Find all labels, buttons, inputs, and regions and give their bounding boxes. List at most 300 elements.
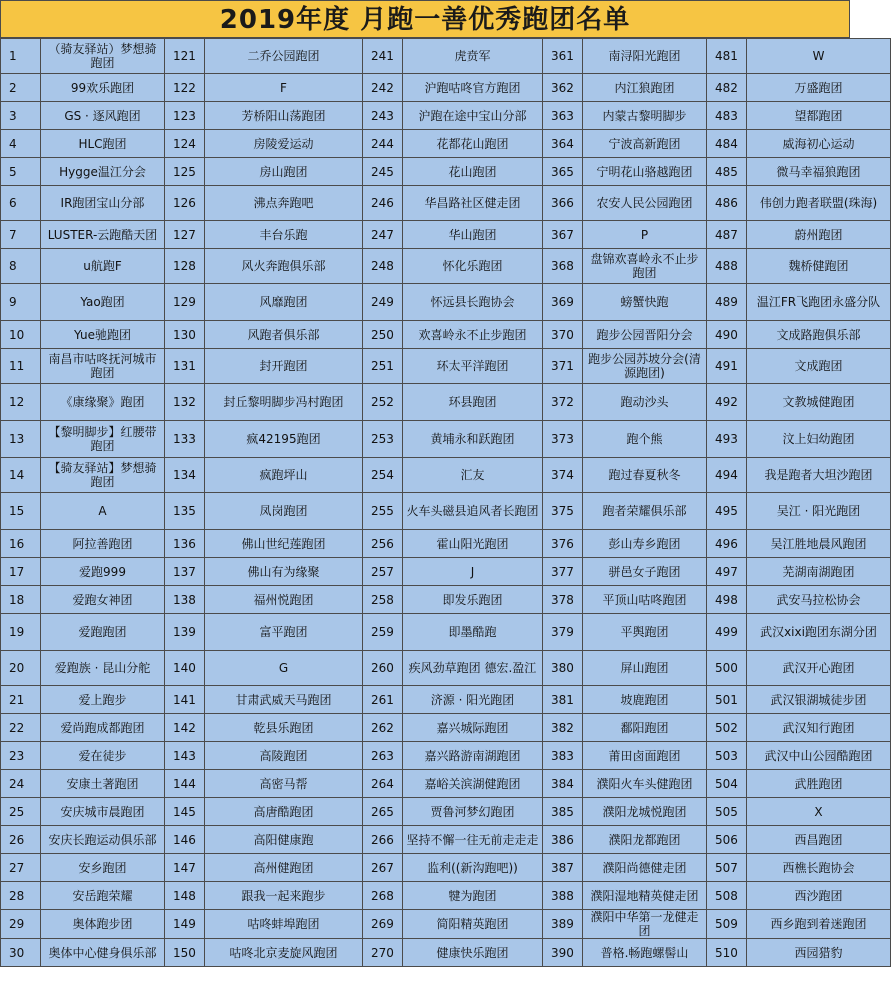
rank-number-cell: 492: [707, 384, 747, 421]
club-name-cell: 文教城健跑团: [747, 384, 891, 421]
club-name-cell: X: [747, 798, 891, 826]
club-name-cell: 富平跑团: [205, 614, 363, 651]
club-name-cell: 沪跑在途中宝山分部: [403, 102, 543, 130]
rank-number-cell: 241: [363, 39, 403, 74]
rank-number-cell: 486: [707, 186, 747, 221]
club-name-cell: 武汉开心跑团: [747, 651, 891, 686]
rank-number-cell: 3: [1, 102, 41, 130]
rank-number-cell: 126: [165, 186, 205, 221]
rank-number-cell: 133: [165, 421, 205, 458]
rank-number-cell: 137: [165, 558, 205, 586]
rank-number-cell: 366: [543, 186, 583, 221]
rank-number-cell: 376: [543, 530, 583, 558]
rank-number-cell: 255: [363, 493, 403, 530]
club-name-cell: 99欢乐跑团: [41, 74, 165, 102]
table-row: [1, 770, 891, 798]
rank-number-cell: 506: [707, 826, 747, 854]
club-name-cell: 彭山寿乡跑团: [583, 530, 707, 558]
club-name-cell: 沪跑咕咚官方跑团: [403, 74, 543, 102]
club-name-cell: 跑动沙头: [583, 384, 707, 421]
club-name-cell: 文成路跑俱乐部: [747, 321, 891, 349]
club-name-cell: 嘉兴路游南湖跑团: [403, 742, 543, 770]
club-name-cell: 高州健跑团: [205, 854, 363, 882]
rank-number-cell: 507: [707, 854, 747, 882]
club-name-cell: 爱跑女神团: [41, 586, 165, 614]
table-row: [1, 586, 891, 614]
rank-number-cell: 121: [165, 39, 205, 74]
club-name-cell: 西昌跑团: [747, 826, 891, 854]
club-name-cell: 霍山阳光跑团: [403, 530, 543, 558]
club-name-cell: 花都花山跑团: [403, 130, 543, 158]
rank-number-cell: 23: [1, 742, 41, 770]
club-name-cell: GS · 逐风跑团: [41, 102, 165, 130]
table-row: [1, 798, 891, 826]
club-name-cell: Yao跑团: [41, 284, 165, 321]
rank-number-cell: 259: [363, 614, 403, 651]
club-name-cell: 莆田卤面跑团: [583, 742, 707, 770]
club-name-cell: 【骑友驿站】梦想骑跑团: [41, 458, 165, 493]
rank-number-cell: 248: [363, 249, 403, 284]
club-name-cell: 佛山有为缘聚: [205, 558, 363, 586]
club-name-cell: 濮阳龙都跑团: [583, 826, 707, 854]
table-row: [1, 102, 891, 130]
table-row: [1, 530, 891, 558]
club-name-cell: 简阳精英跑团: [403, 910, 543, 939]
club-name-cell: 西园猎豹: [747, 939, 891, 967]
club-name-cell: Yue驰跑团: [41, 321, 165, 349]
club-name-cell: 咕咚北京麦旋风跑团: [205, 939, 363, 967]
rank-number-cell: 508: [707, 882, 747, 910]
club-name-cell: 西沙跑团: [747, 882, 891, 910]
rank-number-cell: 18: [1, 586, 41, 614]
club-name-cell: 咕咚蚌埠跑团: [205, 910, 363, 939]
club-name-cell: 封丘黎明脚步冯村跑团: [205, 384, 363, 421]
rank-number-cell: 247: [363, 221, 403, 249]
club-name-cell: 武汉银湖城徒步团: [747, 686, 891, 714]
club-name-cell: W: [747, 39, 891, 74]
rank-number-cell: 510: [707, 939, 747, 967]
table-row: [1, 130, 891, 158]
rank-number-cell: 505: [707, 798, 747, 826]
club-name-cell: 盘锦欢喜岭永不止步跑团: [583, 249, 707, 284]
rank-number-cell: 140: [165, 651, 205, 686]
club-name-cell: F: [205, 74, 363, 102]
rank-number-cell: 9: [1, 284, 41, 321]
rank-number-cell: 249: [363, 284, 403, 321]
club-name-cell: 监利((新沟跑吧)): [403, 854, 543, 882]
table-row: [1, 558, 891, 586]
table-row: [1, 686, 891, 714]
club-name-cell: 西樵长跑协会: [747, 854, 891, 882]
table-row: [1, 249, 891, 284]
rank-number-cell: 501: [707, 686, 747, 714]
club-name-cell: 疯跑坪山: [205, 458, 363, 493]
table-row: [1, 854, 891, 882]
rank-number-cell: 370: [543, 321, 583, 349]
club-name-cell: 普格.畅跑螺髻山: [583, 939, 707, 967]
rank-number-cell: 244: [363, 130, 403, 158]
club-name-cell: 沸点奔跑吧: [205, 186, 363, 221]
club-name-cell: 爱跑跑团: [41, 614, 165, 651]
club-name-cell: 文成跑团: [747, 349, 891, 384]
table-row: [1, 651, 891, 686]
table-row: [1, 910, 891, 939]
club-name-cell: 华山跑团: [403, 221, 543, 249]
club-name-cell: 跑步公园苏坡分会(清源跑团): [583, 349, 707, 384]
rank-number-cell: 385: [543, 798, 583, 826]
club-name-cell: 贾鲁河梦幻跑团: [403, 798, 543, 826]
rank-number-cell: 491: [707, 349, 747, 384]
club-name-cell: 南昌市咕咚抚河城市跑团: [41, 349, 165, 384]
rank-number-cell: 499: [707, 614, 747, 651]
rank-number-cell: 6: [1, 186, 41, 221]
club-name-cell: 安乡跑团: [41, 854, 165, 882]
rank-number-cell: 148: [165, 882, 205, 910]
rank-number-cell: 149: [165, 910, 205, 939]
rank-number-cell: 25: [1, 798, 41, 826]
rank-number-cell: 262: [363, 714, 403, 742]
rank-number-cell: 495: [707, 493, 747, 530]
rank-number-cell: 245: [363, 158, 403, 186]
club-name-cell: 微马幸福狼跑团: [747, 158, 891, 186]
table-row: [1, 349, 891, 384]
club-name-cell: 爱跑999: [41, 558, 165, 586]
rank-number-cell: 494: [707, 458, 747, 493]
rank-number-cell: 143: [165, 742, 205, 770]
club-name-cell: 螃蟹快跑: [583, 284, 707, 321]
rank-number-cell: 11: [1, 349, 41, 384]
club-name-cell: 温江FR飞跑团永盛分队: [747, 284, 891, 321]
club-name-cell: u航跑F: [41, 249, 165, 284]
club-name-cell: 房山跑团: [205, 158, 363, 186]
table-row: [1, 826, 891, 854]
club-name-cell: 安岳跑荣耀: [41, 882, 165, 910]
club-name-cell: 高陵跑团: [205, 742, 363, 770]
club-name-cell: 蔚州跑团: [747, 221, 891, 249]
rank-number-cell: 490: [707, 321, 747, 349]
rank-number-cell: 266: [363, 826, 403, 854]
club-name-cell: 济源 · 阳光跑团: [403, 686, 543, 714]
rank-number-cell: 27: [1, 854, 41, 882]
rank-number-cell: 260: [363, 651, 403, 686]
club-name-cell: 跑个熊: [583, 421, 707, 458]
rank-number-cell: 270: [363, 939, 403, 967]
rank-number-cell: 246: [363, 186, 403, 221]
club-name-cell: 安庆长跑运动俱乐部: [41, 826, 165, 854]
rank-number-cell: 361: [543, 39, 583, 74]
club-name-cell: 安康土著跑团: [41, 770, 165, 798]
club-name-cell: 丰台乐跑: [205, 221, 363, 249]
rank-number-cell: 136: [165, 530, 205, 558]
club-name-cell: 西乡跑到着迷跑团: [747, 910, 891, 939]
club-name-cell: 吴江 · 阳光跑团: [747, 493, 891, 530]
club-name-cell: 濮阳湿地精英健走团: [583, 882, 707, 910]
club-name-cell: 乾县乐跑团: [205, 714, 363, 742]
rank-number-cell: 509: [707, 910, 747, 939]
rank-number-cell: 502: [707, 714, 747, 742]
club-name-cell: 万盛跑团: [747, 74, 891, 102]
rank-number-cell: 150: [165, 939, 205, 967]
rank-number-cell: 380: [543, 651, 583, 686]
club-name-cell: 芜湖南湖跑团: [747, 558, 891, 586]
club-name-cell: 爱上跑步: [41, 686, 165, 714]
club-name-cell: 跑过春夏秋冬: [583, 458, 707, 493]
rank-number-cell: 483: [707, 102, 747, 130]
club-name-cell: LUSTER-云跑酷天团: [41, 221, 165, 249]
rank-number-cell: 8: [1, 249, 41, 284]
table-row: [1, 742, 891, 770]
rank-number-cell: 129: [165, 284, 205, 321]
table-row: [1, 714, 891, 742]
rank-number-cell: 251: [363, 349, 403, 384]
rank-number-cell: 127: [165, 221, 205, 249]
rank-number-cell: 374: [543, 458, 583, 493]
club-name-cell: 濮阳火车头健跑团: [583, 770, 707, 798]
club-name-cell: 欢喜岭永不止步跑团: [403, 321, 543, 349]
club-name-cell: 跟我一起来跑步: [205, 882, 363, 910]
club-name-cell: 即发乐跑团: [403, 586, 543, 614]
table-row: [1, 614, 891, 651]
club-name-cell: 奥体中心健身俱乐部: [41, 939, 165, 967]
rank-number-cell: 26: [1, 826, 41, 854]
club-name-cell: 嘉峪关滨湖健跑团: [403, 770, 543, 798]
club-name-cell: 高唐酷跑团: [205, 798, 363, 826]
table-row: [1, 939, 891, 967]
club-name-cell: HLC跑团: [41, 130, 165, 158]
club-name-cell: 环县跑团: [403, 384, 543, 421]
table-row: [1, 493, 891, 530]
table-row: [1, 421, 891, 458]
rank-number-cell: 267: [363, 854, 403, 882]
club-name-cell: 汇友: [403, 458, 543, 493]
club-name-cell: 威海初心运动: [747, 130, 891, 158]
club-name-cell: 爱在徒步: [41, 742, 165, 770]
club-table-body: [1, 39, 891, 967]
rank-number-cell: 387: [543, 854, 583, 882]
rank-number-cell: 252: [363, 384, 403, 421]
club-name-cell: 武汉xixi跑团东湖分团: [747, 614, 891, 651]
rank-number-cell: 261: [363, 686, 403, 714]
rank-number-cell: 484: [707, 130, 747, 158]
rank-number-cell: 146: [165, 826, 205, 854]
club-name-cell: 坚持不懈一往无前走走走: [403, 826, 543, 854]
rank-number-cell: 379: [543, 614, 583, 651]
club-name-cell: 凤岗跑团: [205, 493, 363, 530]
rank-number-cell: 7: [1, 221, 41, 249]
rank-number-cell: 132: [165, 384, 205, 421]
club-name-cell: 犍为跑团: [403, 882, 543, 910]
rank-number-cell: 377: [543, 558, 583, 586]
rank-number-cell: 371: [543, 349, 583, 384]
club-name-cell: 鄱阳跑团: [583, 714, 707, 742]
rank-number-cell: 125: [165, 158, 205, 186]
club-name-cell: 我是跑者大坦沙跑团: [747, 458, 891, 493]
table-row: [1, 882, 891, 910]
table-row: [1, 221, 891, 249]
club-name-cell: 安庆城市晨跑团: [41, 798, 165, 826]
rank-number-cell: 390: [543, 939, 583, 967]
club-name-cell: 高阳健康跑: [205, 826, 363, 854]
rank-number-cell: 250: [363, 321, 403, 349]
rank-number-cell: 504: [707, 770, 747, 798]
rank-number-cell: 141: [165, 686, 205, 714]
club-name-cell: 爱尚跑成都跑团: [41, 714, 165, 742]
rank-number-cell: 487: [707, 221, 747, 249]
club-name-cell: 南浔阳光跑团: [583, 39, 707, 74]
club-name-cell: 【黎明脚步】红腰带跑团: [41, 421, 165, 458]
club-name-cell: 武胜跑团: [747, 770, 891, 798]
table-row: [1, 186, 891, 221]
club-name-cell: 封开跑团: [205, 349, 363, 384]
club-name-cell: 甘肃武威天马跑团: [205, 686, 363, 714]
rank-number-cell: 139: [165, 614, 205, 651]
rank-number-cell: 383: [543, 742, 583, 770]
rank-number-cell: 122: [165, 74, 205, 102]
rank-number-cell: 5: [1, 158, 41, 186]
rank-number-cell: 21: [1, 686, 41, 714]
club-name-cell: 环太平洋跑团: [403, 349, 543, 384]
club-name-cell: 怀化乐跑团: [403, 249, 543, 284]
rank-number-cell: 362: [543, 74, 583, 102]
club-name-cell: 虎贲军: [403, 39, 543, 74]
rank-number-cell: 482: [707, 74, 747, 102]
rank-number-cell: 243: [363, 102, 403, 130]
rank-number-cell: 28: [1, 882, 41, 910]
club-name-cell: 武汉中山公园酷跑团: [747, 742, 891, 770]
rank-number-cell: 384: [543, 770, 583, 798]
club-name-cell: 濮阳龙城悦跑团: [583, 798, 707, 826]
club-name-cell: 火车头磁县追风者长跑团: [403, 493, 543, 530]
rank-number-cell: 363: [543, 102, 583, 130]
rank-number-cell: 128: [165, 249, 205, 284]
rank-number-cell: 489: [707, 284, 747, 321]
club-name-cell: 高密马帮: [205, 770, 363, 798]
club-name-cell: J: [403, 558, 543, 586]
club-name-cell: 福州悦跑团: [205, 586, 363, 614]
rank-number-cell: 124: [165, 130, 205, 158]
table-row: [1, 384, 891, 421]
rank-number-cell: 368: [543, 249, 583, 284]
rank-number-cell: 123: [165, 102, 205, 130]
club-name-cell: 花山跑团: [403, 158, 543, 186]
club-name-cell: 即墨酷跑: [403, 614, 543, 651]
rank-number-cell: 30: [1, 939, 41, 967]
club-name-cell: 嘉兴城际跑团: [403, 714, 543, 742]
rank-number-cell: 481: [707, 39, 747, 74]
club-name-cell: 平顶山咕咚跑团: [583, 586, 707, 614]
table-row: [1, 284, 891, 321]
club-name-cell: 宁波高新跑团: [583, 130, 707, 158]
rank-number-cell: 375: [543, 493, 583, 530]
rank-number-cell: 147: [165, 854, 205, 882]
club-name-cell: 风火奔跑俱乐部: [205, 249, 363, 284]
table-row: [1, 458, 891, 493]
sheet-title: 2019年度 月跑一善优秀跑团名单: [0, 0, 850, 38]
rank-number-cell: 365: [543, 158, 583, 186]
rank-number-cell: 386: [543, 826, 583, 854]
rank-number-cell: 264: [363, 770, 403, 798]
table-row: [1, 74, 891, 102]
table-row: [1, 321, 891, 349]
club-name-cell: 爱跑族 · 昆山分舵: [41, 651, 165, 686]
rank-number-cell: 372: [543, 384, 583, 421]
club-name-cell: 《康缘聚》跑团: [41, 384, 165, 421]
club-name-cell: 伟创力跑者联盟(珠海): [747, 186, 891, 221]
club-name-cell: 风跑者俱乐部: [205, 321, 363, 349]
rank-number-cell: 268: [363, 882, 403, 910]
rank-number-cell: 500: [707, 651, 747, 686]
club-name-cell: 阿拉善跑团: [41, 530, 165, 558]
club-name-cell: 房陵爱运动: [205, 130, 363, 158]
rank-number-cell: 24: [1, 770, 41, 798]
rank-number-cell: 144: [165, 770, 205, 798]
rank-number-cell: 130: [165, 321, 205, 349]
rank-number-cell: 242: [363, 74, 403, 102]
club-name-cell: A: [41, 493, 165, 530]
club-name-cell: 怀远县长跑协会: [403, 284, 543, 321]
table-row: [1, 158, 891, 186]
rank-number-cell: 389: [543, 910, 583, 939]
club-name-cell: 奥体跑步团: [41, 910, 165, 939]
rank-number-cell: 485: [707, 158, 747, 186]
club-name-cell: 跑者荣耀俱乐部: [583, 493, 707, 530]
rank-number-cell: 364: [543, 130, 583, 158]
rank-number-cell: 265: [363, 798, 403, 826]
rank-number-cell: 15: [1, 493, 41, 530]
rank-number-cell: 373: [543, 421, 583, 458]
rank-number-cell: 369: [543, 284, 583, 321]
club-name-cell: （骑友驿站）梦想骑跑团: [41, 39, 165, 74]
rank-number-cell: 142: [165, 714, 205, 742]
club-table: [0, 38, 891, 967]
rank-number-cell: 135: [165, 493, 205, 530]
rank-number-cell: 488: [707, 249, 747, 284]
rank-number-cell: 254: [363, 458, 403, 493]
rank-number-cell: 381: [543, 686, 583, 714]
club-name-cell: 魏桥健跑团: [747, 249, 891, 284]
rank-number-cell: 2: [1, 74, 41, 102]
rank-number-cell: 16: [1, 530, 41, 558]
rank-number-cell: 13: [1, 421, 41, 458]
rank-number-cell: 253: [363, 421, 403, 458]
club-name-cell: 佛山世纪莲跑团: [205, 530, 363, 558]
club-name-cell: 武汉知行跑团: [747, 714, 891, 742]
rank-number-cell: 256: [363, 530, 403, 558]
rank-number-cell: 10: [1, 321, 41, 349]
club-name-cell: IR跑团宝山分部: [41, 186, 165, 221]
rank-number-cell: 12: [1, 384, 41, 421]
club-name-cell: 内蒙古黎明脚步: [583, 102, 707, 130]
rank-number-cell: 145: [165, 798, 205, 826]
club-name-cell: 望都跑团: [747, 102, 891, 130]
rank-number-cell: 138: [165, 586, 205, 614]
club-name-cell: 风靡跑团: [205, 284, 363, 321]
table-row: [1, 39, 891, 74]
club-name-cell: 骈邑女子跑团: [583, 558, 707, 586]
rank-number-cell: 17: [1, 558, 41, 586]
rank-number-cell: 1: [1, 39, 41, 74]
rank-number-cell: 367: [543, 221, 583, 249]
rank-number-cell: 382: [543, 714, 583, 742]
club-name-cell: Hygge温江分会: [41, 158, 165, 186]
rank-number-cell: 269: [363, 910, 403, 939]
club-name-cell: 健康快乐跑团: [403, 939, 543, 967]
club-name-cell: 疯42195跑团: [205, 421, 363, 458]
club-name-cell: 坡鹿跑团: [583, 686, 707, 714]
rank-number-cell: 493: [707, 421, 747, 458]
rank-number-cell: 19: [1, 614, 41, 651]
club-name-cell: 濮阳尚德健走团: [583, 854, 707, 882]
